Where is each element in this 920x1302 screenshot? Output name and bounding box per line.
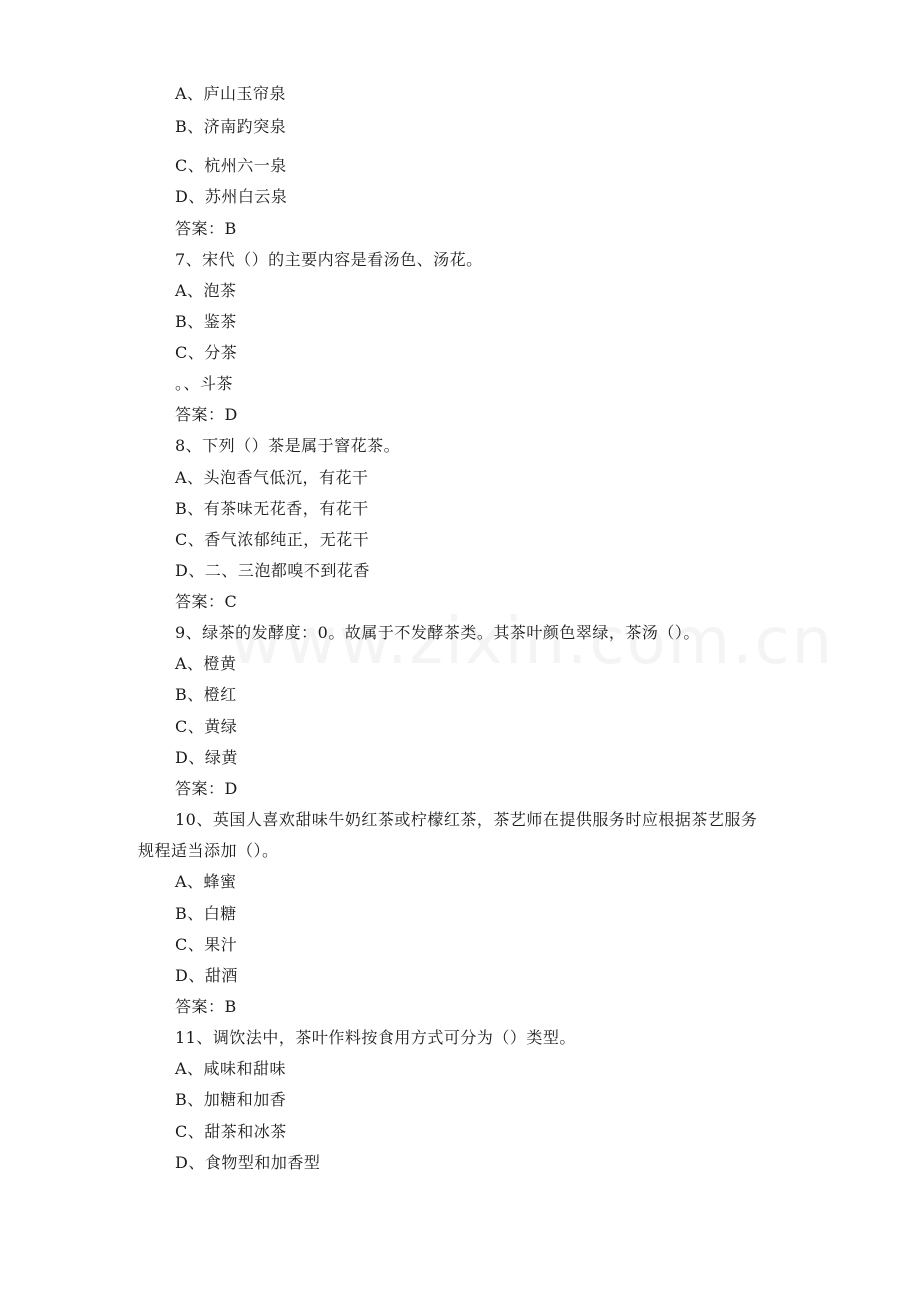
answer-q6: 答案：B (175, 219, 237, 238)
option-d-q11: D、食物型和加香型 (175, 1153, 321, 1172)
option-a-q8: A、头泡香气低沉，有花干 (175, 468, 369, 487)
answer-q7: 答案：D (175, 405, 238, 424)
option-c-q6: C、杭州六一泉 (175, 156, 287, 175)
option-c-q8: C、香气浓郁纯正，无花干 (175, 530, 370, 549)
option-d-q8: D、二、三泡都嗅不到花香 (175, 561, 370, 580)
option-b-q9: B、橙红 (175, 685, 237, 704)
option-b-q8: B、有茶味无花香，有花干 (175, 499, 369, 518)
answer-q8: 答案：C (175, 592, 238, 611)
option-d-q10: D、甜酒 (175, 966, 238, 985)
question-11: 11、调饮法中，茶叶作料按食用方式可分为（）类型。 (175, 1028, 576, 1047)
option-a-q11: A、咸味和甜味 (175, 1059, 287, 1078)
option-c-q11: C、甜茶和冰茶 (175, 1122, 287, 1141)
option-b-q10: B、白糖 (175, 904, 237, 923)
option-a-q10: A、蜂蜜 (175, 872, 237, 891)
answer-q9: 答案：D (175, 779, 238, 798)
question-10: 10、英国人喜欢甜味牛奶红茶或柠檬红茶，茶艺师在提供服务时应根据茶艺服务 (175, 810, 758, 829)
question-9: 9、绿茶的发酵度：0。故属于不发酵茶类。其茶叶颜色翠绿，茶汤（）。 (175, 623, 700, 642)
option-b-q6: B、济南趵突泉 (175, 117, 287, 136)
option-b-q7: B、鉴茶 (175, 312, 237, 331)
option-c-q10: C、果汁 (175, 935, 238, 954)
option-a-q9: A、橙黄 (175, 654, 237, 673)
option-c-q9: C、黄绿 (175, 717, 238, 736)
option-a-q6: A、庐山玉帘泉 (175, 84, 287, 103)
option-b-q11: B、加糖和加香 (175, 1090, 287, 1109)
question-8: 8、下列（）茶是属于窨花茶。 (175, 436, 401, 455)
answer-q10: 答案：B (175, 997, 237, 1016)
option-d-q6: D、苏州白云泉 (175, 187, 288, 206)
option-a-q7: A、泡茶 (175, 281, 237, 300)
question-7: 7、宋代（）的主要内容是看汤色、汤花。 (175, 250, 483, 269)
option-d-q7: 。、斗茶 (175, 374, 234, 393)
option-d-q9: D、绿黄 (175, 748, 238, 767)
question-10-continued: 规程适当添加（）。 (138, 841, 279, 860)
option-c-q7: C、分茶 (175, 343, 238, 362)
